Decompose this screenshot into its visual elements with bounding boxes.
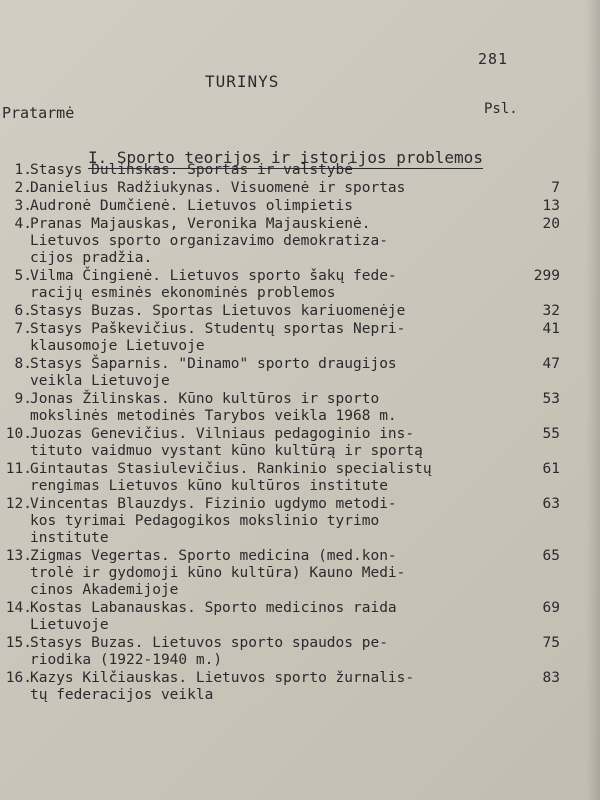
section-heading: I. Sporto teorijos ir istorijos problemos xyxy=(88,148,483,167)
toc-entry-number: 16. xyxy=(5,670,32,686)
toc-entry-page: 20 xyxy=(542,216,560,232)
toc-list xyxy=(0,162,560,705)
toc-entry xyxy=(0,635,560,669)
toc-entry xyxy=(0,180,560,197)
toc-entry-text xyxy=(30,548,470,599)
toc-entry-text xyxy=(30,600,470,634)
toc-entry-page: 41 xyxy=(542,321,560,337)
toc-entry-text xyxy=(30,216,470,267)
toc-entry-text xyxy=(30,180,470,197)
toc-entry-line: Vilma Čingienė. Lietuvos sporto šakų fede- xyxy=(30,268,397,284)
toc-entry-line: Audronė Dumčienė. Lietuvos olimpietis xyxy=(30,198,354,214)
toc-entry-page: 75 xyxy=(542,635,560,651)
toc-entry-line: Stasys Buzas. Sportas Lietuvos kariuomenėje xyxy=(30,303,406,319)
toc-entry-text xyxy=(30,426,470,460)
toc-entry-number: 6. xyxy=(14,303,32,319)
toc-entry-text xyxy=(30,198,470,215)
toc-entry-line: cinos Akademijoje xyxy=(30,582,179,598)
toc-entry-line: Pranas Majauskas, Veronika Majauskienė. xyxy=(30,216,371,232)
toc-entry-page: 61 xyxy=(542,461,560,477)
toc-entry xyxy=(0,548,560,599)
toc-entry xyxy=(0,600,560,634)
toc-entry-line: Lietuvos sporto organizavimo demokratiza- xyxy=(30,233,388,249)
toc-entry-text xyxy=(30,268,470,302)
toc-entry-line: trolė ir gydomoji kūno kultūra) Kauno Medi- xyxy=(30,565,406,581)
toc-entry-line: Danielius Radžiukynas. Visuomenė ir sportas xyxy=(30,180,406,196)
toc-entry-text xyxy=(30,496,470,547)
toc-entry-line: Kostas Labanauskas. Sporto medicinos raida xyxy=(30,600,397,616)
toc-entry-line: Stasys Dulinskas. Sportas ir valstybė xyxy=(30,162,354,178)
toc-entry-page: 7 xyxy=(551,180,560,196)
preface-label: Pratarmė xyxy=(2,104,75,122)
toc-entry-line: Stasys Buzas. Lietuvos sporto spaudos pe- xyxy=(30,635,388,651)
toc-entry-page: 13 xyxy=(542,198,560,214)
toc-entry xyxy=(0,496,560,547)
toc-entry-number: 12. xyxy=(5,496,32,512)
toc-entry-line: Gintautas Stasiulevičius. Rankinio specialistų xyxy=(30,461,432,477)
toc-entry-number: 13. xyxy=(5,548,32,564)
toc-entry-text xyxy=(30,391,470,425)
toc-entry-line: tų federacijos veikla xyxy=(30,687,214,703)
toc-entry xyxy=(0,461,560,495)
toc-entry xyxy=(0,162,560,179)
toc-entry-text xyxy=(30,461,470,495)
toc-entry-line: Kazys Kilčiauskas. Lietuvos sporto žurnalis- xyxy=(30,670,415,686)
toc-entry-line: Stasys Paškevičius. Studentų sportas Nepri- xyxy=(30,321,406,337)
toc-entry-number: 3. xyxy=(14,198,32,214)
toc-entry-line: institute xyxy=(30,530,109,546)
toc-entry-line: rengimas Lietuvos kūno kultūros institute xyxy=(30,478,388,494)
toc-entry-text xyxy=(30,162,470,179)
toc-entry-number: 4. xyxy=(14,216,32,232)
toc-entry xyxy=(0,198,560,215)
toc-entry-page: 299 xyxy=(533,268,560,284)
toc-entry xyxy=(0,216,560,267)
page-edge-shadow xyxy=(586,0,600,800)
toc-entry-line: racijų esminės ekonominės problemos xyxy=(30,285,336,301)
toc-entry xyxy=(0,391,560,425)
toc-entry-text xyxy=(30,321,470,355)
toc-entry-line: cijos pradžia. xyxy=(30,250,153,266)
page-title: TURINYS xyxy=(205,72,280,91)
toc-entry-page: 83 xyxy=(542,670,560,686)
toc-entry-text xyxy=(30,635,470,669)
toc-entry xyxy=(0,268,560,302)
toc-entry-text xyxy=(30,356,470,390)
toc-entry-line: Vincentas Blauzdys. Fizinio ugdymo metodi- xyxy=(30,496,397,512)
page-column-label: Psl. xyxy=(484,101,518,117)
toc-entry-number: 2. xyxy=(14,180,32,196)
toc-entry-number: 9. xyxy=(14,391,32,407)
toc-entry-line: veikla Lietuvoje xyxy=(30,373,170,389)
toc-entry xyxy=(0,303,560,320)
toc-entry-page: 63 xyxy=(542,496,560,512)
toc-entry-line: Lietuvoje xyxy=(30,617,109,633)
toc-entry-line: Juozas Genevičius. Vilniaus pedagoginio ins- xyxy=(30,426,415,442)
toc-entry-number: 7. xyxy=(14,321,32,337)
toc-entry-page: 32 xyxy=(542,303,560,319)
toc-entry-line: mokslinės metodinės Tarybos veikla 1968 m. xyxy=(30,408,397,424)
toc-entry xyxy=(0,321,560,355)
toc-entry xyxy=(0,426,560,460)
toc-entry-line: Jonas Žilinskas. Kūno kultūros ir sporto xyxy=(30,391,380,407)
toc-entry-page: 47 xyxy=(542,356,560,372)
toc-entry-number: 1. xyxy=(14,162,32,178)
toc-entry-page: 65 xyxy=(542,548,560,564)
toc-entry-text xyxy=(30,670,470,704)
toc-entry-number: 5. xyxy=(14,268,32,284)
toc-entry-line: klausomoje Lietuvoje xyxy=(30,338,205,354)
toc-entry-text xyxy=(30,303,470,320)
toc-entry xyxy=(0,670,560,704)
toc-entry-number: 15. xyxy=(5,635,32,651)
toc-entry-page: 55 xyxy=(542,426,560,442)
toc-entry-line: Zigmas Vegertas. Sporto medicina (med.kon- xyxy=(30,548,397,564)
toc-entry xyxy=(0,356,560,390)
toc-entry-line: Stasys Šaparnis. "Dinamo" sporto draugijos xyxy=(30,356,397,372)
toc-entry-page: 69 xyxy=(542,600,560,616)
toc-entry-line: kos tyrimai Pedagogikos mokslinio tyrimo xyxy=(30,513,380,529)
toc-entry-number: 14. xyxy=(5,600,32,616)
toc-entry-page: 53 xyxy=(542,391,560,407)
page-number: 281 xyxy=(478,50,509,68)
toc-entry-number: 11. xyxy=(5,461,32,477)
toc-entry-line: tituto vaidmuo vystant kūno kultūrą ir sportą xyxy=(30,443,423,459)
toc-entry-number: 10. xyxy=(5,426,32,442)
toc-entry-number: 8. xyxy=(14,356,32,372)
toc-entry-line: riodika (1922-1940 m.) xyxy=(30,652,223,668)
